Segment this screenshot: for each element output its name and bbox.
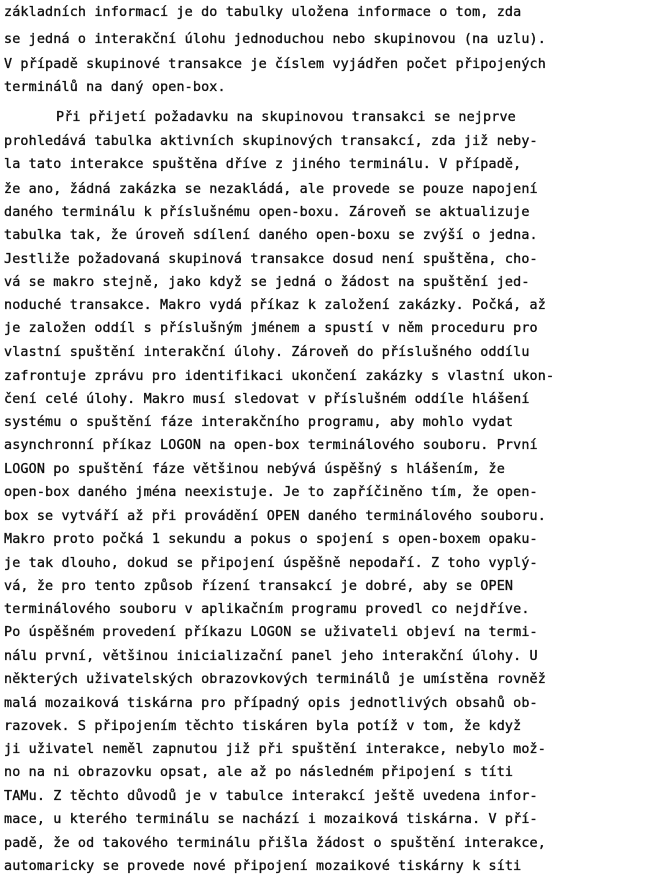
text-line: padě, že od takového terminálu přišla žádost o spuštění interakce, bbox=[4, 836, 546, 851]
text-line: ji uživatel neměl zapnutou již při spuštění interakce, nebylo mož- bbox=[4, 742, 546, 757]
text-line: razovek. S připojením těchto tiskáren byla potíž v tom, že když bbox=[4, 719, 522, 734]
text-line: V případě skupinové transakce je číslem vyjádřen počet připojených bbox=[4, 57, 546, 72]
text-line: open-box daného jména neexistuje. Je to zapříčiněno tím, že open- bbox=[4, 485, 538, 500]
text-line: systému o spuštění fáze interakčního programu, aby mohlo vydat bbox=[4, 415, 514, 430]
text-line: prohledává tabulka aktivních skupinových transakcí, zda již neby- bbox=[4, 134, 538, 149]
text-line: Po úspěšném provedení příkazu LOGON se uživateli objeví na termi- bbox=[4, 625, 538, 640]
text-line: LOGON po spuštění fáze většinou nebývá úspěšný s hlášením, že bbox=[4, 462, 505, 477]
text-line: vá se makro stejně, jako když se jedná o žádost na spuštění jed- bbox=[4, 275, 530, 290]
text-line: daného terminálu k příslušnému open-boxu. Zároveň se aktualizuje bbox=[4, 205, 530, 220]
text-line: vlastní spuštění interakční úlohy. Zároveň do příslušného oddílu bbox=[4, 345, 530, 360]
text-line: malá mozaiková tiskárna pro případný opis jednotlivých obsahů ob- bbox=[4, 696, 538, 711]
text-line: je založen oddíl s příslušným jménem a spustí v něm proceduru pro bbox=[4, 321, 538, 336]
text-line: zafrontuje zprávu pro identifikaci ukončení zakázky s vlastní ukon- bbox=[4, 369, 555, 384]
paragraph-first-line: Při přijetí požadavku na skupinovou transakci se nejprve bbox=[56, 110, 516, 125]
text-line: že ano, žádná zakázka se nezakládá, ale provede se pouze napojení bbox=[4, 182, 538, 197]
text-line: je tak dlouho, dokud se připojení úspěšně nepodaří. Z toho vyplý- bbox=[4, 556, 538, 571]
text-line: terminálového souboru v aplikačním programu provedl co nejdříve. bbox=[4, 602, 530, 617]
text-line: vá, že pro tento způsob řízení transakcí je dobré, aby se OPEN bbox=[4, 579, 514, 594]
text-line: Jestliže požadovaná skupinová transakce dosud není spuštěna, cho- bbox=[4, 252, 538, 267]
text-line: terminálů na daný open-box. bbox=[4, 80, 226, 95]
text-line: noduché transakce. Makro vydá příkaz k založení zakázky. Počká, až bbox=[4, 298, 546, 313]
text-line: tabulka tak, že úroveň sdílení daného open-boxu se zvýší o jedna. bbox=[4, 228, 538, 243]
text-line: základních informací je do tabulky uložena informace o tom, zda bbox=[4, 5, 522, 20]
text-line: některých uživatelských obrazovkových terminálů je umístěna rovněž bbox=[4, 672, 546, 687]
text-line: mace, u kterého terminálu se nachází i mozaiková tiskárna. V pří- bbox=[4, 812, 538, 827]
text-line: automaricky se provede nové připojení mozaikové tiskárny k síti bbox=[4, 859, 522, 874]
text-line: se jedná o interakční úlohu jednoduchou nebo skupinovou (na uzlu). bbox=[4, 32, 546, 47]
text-line: no na ni obrazovku opsat, ale až po následném připojení s títi bbox=[4, 765, 514, 780]
text-line: nálu první, většinou inicializační panel jeho interakční úlohy. U bbox=[4, 649, 538, 664]
text-line: TAMu. Z těchto důvodů je v tabulce interakcí ještě uvedena infor- bbox=[4, 789, 538, 804]
text-line: čení celé úlohy. Makro musí sledovat v příslušném oddíle hlášení bbox=[4, 392, 530, 407]
text-line: box se vytváří až při provádění OPEN daného terminálového souboru. bbox=[4, 509, 546, 524]
text-line: la tato interakce spuštěna dříve z jiného terminálu. V případě, bbox=[4, 157, 522, 172]
text-line: asynchronní příkaz LOGON na open-box terminálového souboru. První bbox=[4, 438, 538, 453]
text-line: Makro proto počká 1 sekundu a pokus o spojení s open-boxem opaku- bbox=[4, 532, 538, 547]
